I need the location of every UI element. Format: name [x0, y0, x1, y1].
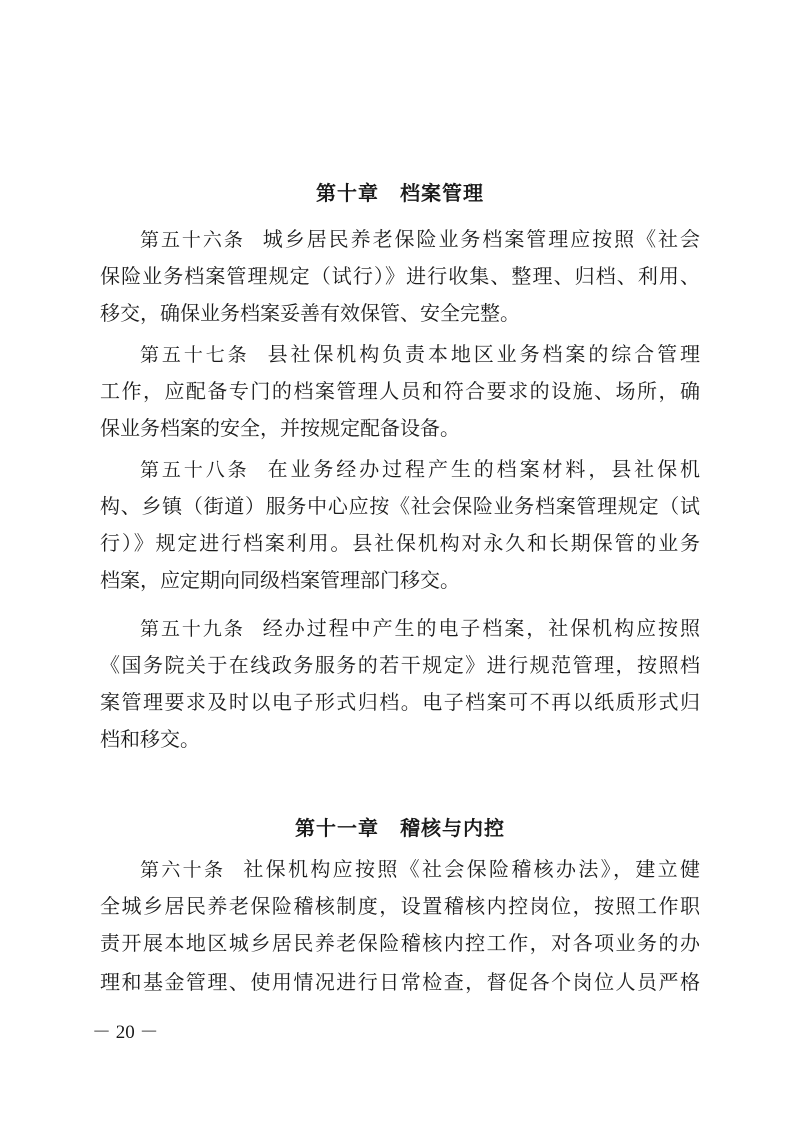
article-56-line-3: 移交，确保业务档案妥善有效保管、安全完整。 — [100, 301, 520, 325]
chapter-title: 第十一章 稽核与内控 — [295, 816, 505, 840]
article-number: 第六十条 — [140, 859, 226, 881]
article-text: 县社保机构负责本地区业务档案的综合管理 — [267, 342, 700, 366]
article-60-line-3: 责开展本地区城乡居民养老保险稽核内控工作，对各项业务的办 — [100, 931, 700, 955]
article-number: 第五十六条 — [140, 229, 245, 251]
article-text: 经办过程中产生的电子档案，社保机构应按照 — [262, 616, 700, 640]
article-60-line-4: 理和基金管理、使用情况进行日常检查，督促各个岗位人员严格 — [100, 970, 700, 994]
article-58-line-4: 档案，应定期向同级档案管理部门移交。 — [100, 568, 460, 592]
article-57-line-1 — [140, 337, 700, 371]
article-56-line-2: 保险业务档案管理规定（试行）》进行收集、整理、归档、利用、 — [100, 264, 700, 288]
article-58-line-1 — [140, 452, 700, 486]
article-number: 第五十八条 — [140, 459, 250, 481]
article-number: 第五十七条 — [140, 344, 250, 366]
article-58-line-3: 行）》规定进行档案利用。县社保机构对永久和长期保管的业务 — [100, 531, 700, 555]
article-number: 第五十九条 — [140, 618, 245, 640]
article-60-line-2: 全城乡居民养老保险稽核制度，设置稽核内控岗位，按照工作职 — [100, 894, 700, 918]
article-text: 在业务经办过程产生的档案材料，县社保机 — [267, 457, 700, 481]
article-57-line-3: 保业务档案的安全，并按规定配备设备。 — [100, 416, 460, 440]
article-56-line-1 — [140, 222, 700, 256]
article-58-line-2: 构、乡镇（街道）服务中心应按《社会保险业务档案管理规定（试 — [100, 494, 700, 518]
page-number: － 20 － — [92, 1022, 159, 1043]
article-59-line-2: 《国务院关于在线政务服务的若干规定》进行规范管理，按照档 — [100, 653, 700, 677]
article-59-line-4: 档和移交。 — [100, 727, 200, 751]
article-57-line-2: 工作，应配备专门的档案管理人员和符合要求的设施、场所，确 — [100, 379, 700, 403]
article-59-line-3: 案管理要求及时以电子形式归档。电子档案可不再以纸质形式归 — [100, 690, 700, 714]
article-text: 社保机构应按照《社会保险稽核办法》，建立健 — [243, 857, 700, 881]
article-text: 城乡居民养老保险业务档案管理应按照《社会 — [262, 227, 700, 251]
chapter-title: 第十章 档案管理 — [316, 181, 484, 205]
article-60-line-1 — [140, 852, 700, 886]
article-59-line-1 — [140, 611, 700, 645]
